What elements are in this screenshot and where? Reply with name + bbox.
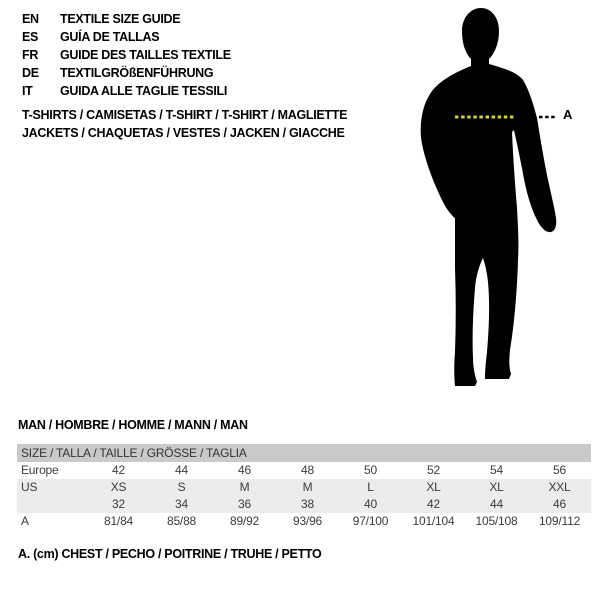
table-row [17,496,591,513]
size-cell: 109/112 [538,514,581,528]
size-cell: 56 [553,463,566,477]
size-cell: 105/108 [475,514,518,528]
language-row [22,28,231,46]
measurement-a-label: A [563,107,573,122]
size-cell: 89/92 [229,514,260,528]
size-cell: 36 [238,497,251,511]
size-cell: XL [426,480,441,494]
language-label: GUÍA DE TALLAS [60,30,160,44]
language-code: ES [22,30,39,44]
size-cell: XXL [548,480,571,494]
size-cell: 42 [427,497,440,511]
size-table [17,444,591,530]
size-cell: 93/96 [292,514,323,528]
size-cell: M [302,480,313,494]
language-row [22,10,231,28]
size-cell: L [367,480,374,494]
language-label: GUIDE DES TAILLES TEXTILE [60,48,231,62]
man-silhouette-shape [421,8,557,386]
size-cell: 85/88 [166,514,197,528]
size-cell: 44 [490,497,503,511]
language-label: TEXTILGRÖßENFÜHRUNG [60,66,214,80]
size-cell: 46 [238,463,251,477]
size-cell: 46 [553,497,566,511]
size-table-header: SIZE / TALLA / TAILLE / GRÖSSE / TAGLIA [17,444,591,462]
size-cell: 54 [490,463,503,477]
size-table-body [17,462,591,530]
size-cell: XS [110,480,127,494]
size-cell: 34 [175,497,188,511]
size-cell: 81/84 [103,514,134,528]
size-cell: 52 [427,463,440,477]
category-line-tshirts: T-SHIRTS / CAMISETAS / T-SHIRT / T-SHIRT / MAGLIETTE [22,108,348,122]
row-label: US [21,480,38,494]
table-row [17,513,591,530]
size-cell: 101/104 [412,514,455,528]
measurement-footnote: A. (cm) CHEST / PECHO / POITRINE / TRUHE / PETTO [18,547,322,561]
language-code: FR [22,48,39,62]
size-cell: 40 [364,497,377,511]
table-row [17,462,591,479]
man-silhouette-svg [415,4,565,390]
language-label: TEXTILE SIZE GUIDE [60,12,181,26]
size-cell: 48 [301,463,314,477]
row-label [17,496,87,513]
table-row [17,479,591,496]
size-cell: S [177,480,186,494]
language-code: DE [22,66,39,80]
category-lines [22,106,347,142]
size-cell: 38 [301,497,314,511]
size-cell: 44 [175,463,188,477]
size-cell: 97/100 [352,514,389,528]
language-row [22,82,231,100]
row-label: A [21,514,29,528]
size-cell: 50 [364,463,377,477]
language-label: GUIDA ALLE TAGLIE TESSILI [60,84,228,98]
category-line-jackets: JACKETS / CHAQUETAS / VESTES / JACKEN / GIACCHE [22,126,345,140]
size-cell: 32 [112,497,125,511]
size-cell: XL [489,480,504,494]
language-row [22,46,231,64]
size-cell: 42 [112,463,125,477]
language-list [22,10,231,100]
language-code: EN [22,12,39,26]
language-row [22,64,231,82]
man-silhouette-figure [415,4,580,390]
row-label: Europe [21,463,59,477]
size-cell: M [239,480,250,494]
language-code: IT [22,84,33,98]
section-title-man: MAN / HOMBRE / HOMME / MANN / MAN [18,418,248,432]
